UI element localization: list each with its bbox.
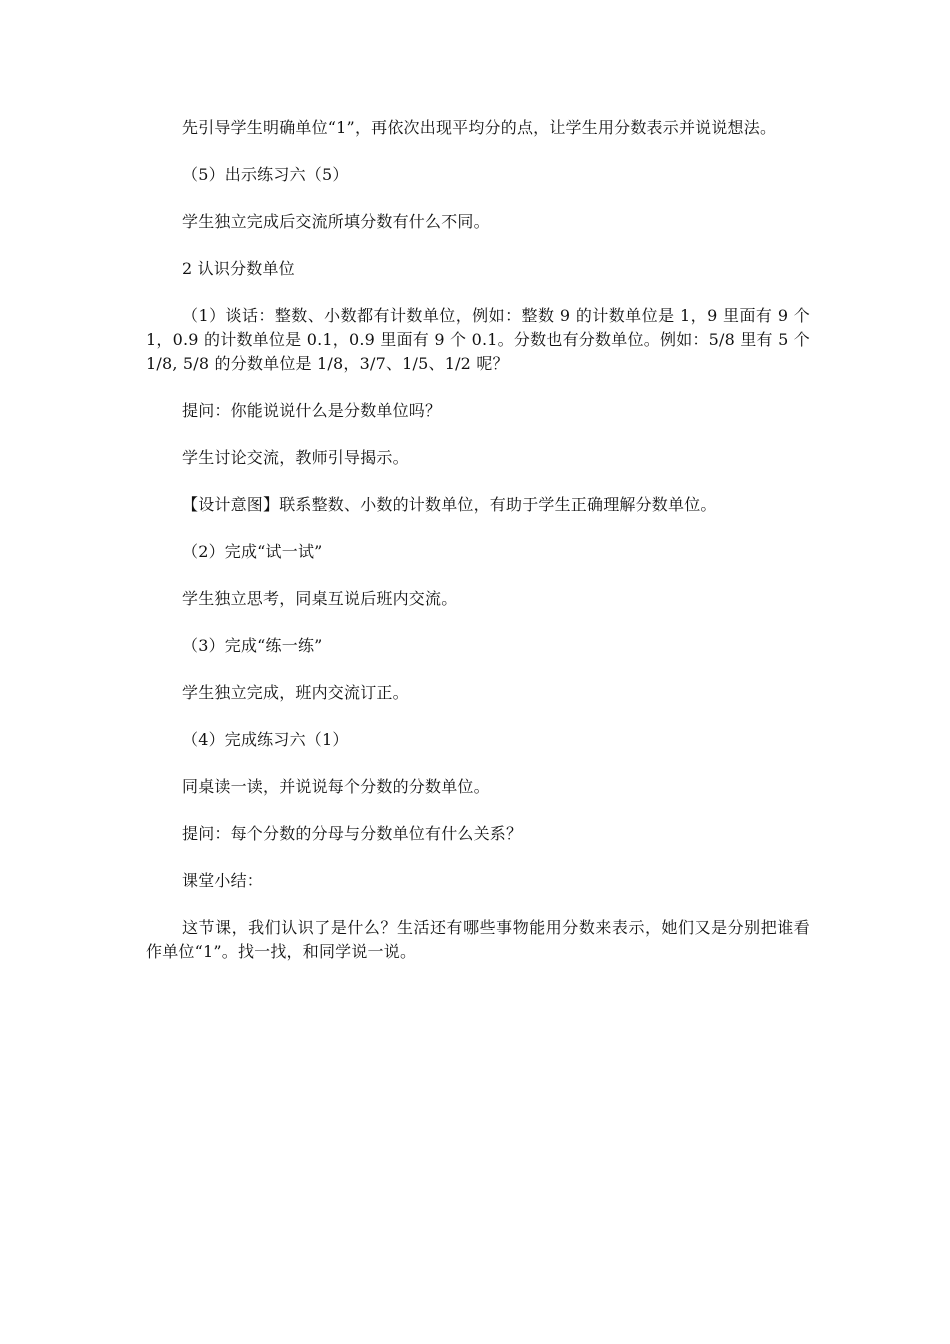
paragraph-class-summary: 这节课，我们认识了是什么？生活还有哪些事物能用分数来表示，她们又是分别把谁看作单位“1”。找一找，和同学说一说。	[146, 918, 810, 961]
paragraph-read-together: 同桌读一读，并说说每个分数的分数单位。	[182, 777, 490, 796]
document-body	[146, 116, 810, 987]
paragraph-practice-it: （3）完成“练一练”	[182, 636, 323, 655]
paragraph-try-it: （2）完成“试一试”	[182, 542, 323, 561]
section-heading-fraction-unit: 2 认识分数单位	[182, 259, 295, 278]
paragraph-exercise-6-1: （4）完成练习六（1）	[182, 730, 349, 749]
paragraph-talk-counting-units: （1）谈话：整数、小数都有计数单位，例如：整数 9 的计数单位是 1，9 里面有 9 个 1，0.9 的计数单位是 0.1，0.9 里面有 9 个 0.1。分数也有分数单位。例如：5/8 里有 5 个 1/8, 5/8 的分数单位是 1/8，3/7、1/5、1/2 呢？	[146, 306, 810, 373]
paragraph-independent-thinking: 学生独立思考，同桌互说后班内交流。	[182, 589, 458, 608]
paragraph-exercise-6-5: （5）出示练习六（5）	[182, 165, 349, 184]
paragraph-question-fraction-unit: 提问：你能说说什么是分数单位吗？	[182, 401, 442, 420]
paragraph-exchange-fractions: 学生独立完成后交流所填分数有什么不同。	[182, 212, 490, 231]
paragraph-unit-one-guidance: 先引导学生明确单位“1”，再依次出现平均分的点，让学生用分数表示并说说想法。	[182, 118, 777, 137]
paragraph-independent-completion: 学生独立完成，班内交流订正。	[182, 683, 409, 702]
paragraph-question-denominator: 提问：每个分数的分母与分数单位有什么关系？	[182, 824, 523, 843]
paragraph-class-summary-heading: 课堂小结：	[182, 871, 264, 890]
paragraph-student-discussion: 学生讨论交流，教师引导揭示。	[182, 448, 409, 467]
paragraph-design-intent: 【设计意图】联系整数、小数的计数单位，有助于学生正确理解分数单位。	[182, 495, 717, 514]
